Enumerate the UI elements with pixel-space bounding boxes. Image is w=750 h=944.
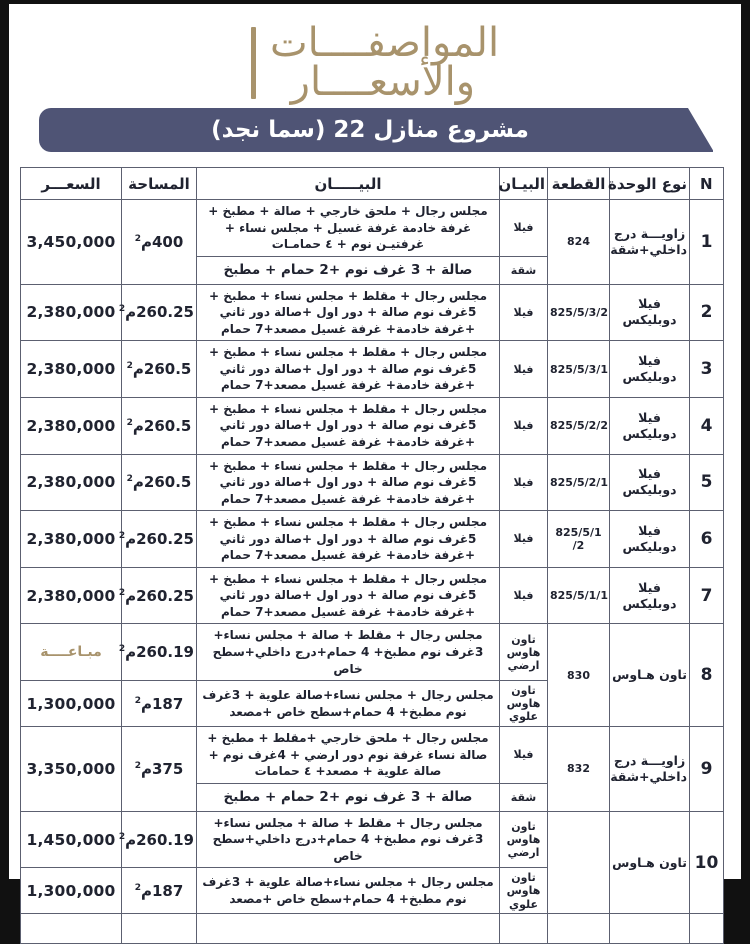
cell-sub-type: تاون هاوس ارضي bbox=[500, 624, 548, 681]
cell-area: 260.25م$^2$ bbox=[122, 567, 197, 624]
cell-price: 2,380,000 bbox=[21, 341, 122, 398]
cell-row-number: 4 bbox=[690, 397, 724, 454]
cell-description: مجلس رجال + ملحق خارجي + صالة + مطبخ + غرفة خادمة غرفة غسيل + مجلس نساء + غرفتيـن نوم + ٤ حمامـات bbox=[197, 200, 500, 257]
title-text-block bbox=[269, 20, 500, 105]
cell-price: 2,380,000 bbox=[21, 454, 122, 511]
cell-unit-type: فيلا دوبليكس bbox=[610, 567, 690, 624]
title-line-1: المواصفــــات bbox=[269, 20, 500, 67]
table-row bbox=[21, 284, 724, 341]
cell-sub-type: فيلا bbox=[500, 284, 548, 341]
cell-description: مجلس رجال + مقلط + صالة + مجلس نساء+ 3غرف نوم مطبخ+ 4 حمام+درج داخلي+سطح خاص bbox=[197, 811, 500, 868]
cell-sub-type: فيلا bbox=[500, 727, 548, 784]
cell-price: 2,380,000 bbox=[21, 397, 122, 454]
cell-row-number: 7 bbox=[690, 567, 724, 624]
spacer-cell bbox=[548, 914, 610, 944]
cell-unit-type: فيلا دوبليكس bbox=[610, 397, 690, 454]
cell-sub-type: فيلا bbox=[500, 567, 548, 624]
col-header-description: البيـــــان bbox=[197, 168, 500, 200]
table-row bbox=[21, 567, 724, 624]
cell-description: مجلس رجال + مقلط + مجلس نساء + مطبخ + 5غرف نوم صالة + دور اول +صالة دور ثاني +غرفة خادمة+ غرفة غسيل مصعد+7 حمام bbox=[197, 567, 500, 624]
table-row bbox=[21, 341, 724, 398]
cell-sub-type: شقة bbox=[500, 256, 548, 284]
col-header-sub-type: البيـان bbox=[500, 168, 548, 200]
col-header-price: السعـــر bbox=[21, 168, 122, 200]
cell-price: 3,450,000 bbox=[21, 200, 122, 285]
cell-price: 1,300,000 bbox=[21, 868, 122, 914]
cell-unit-type: تاون هـاوس bbox=[610, 624, 690, 727]
cell-price: 1,450,000 bbox=[21, 811, 122, 868]
cell-row-number: 3 bbox=[690, 341, 724, 398]
col-header-plot: القطعة bbox=[548, 168, 610, 200]
cell-plot-number: 825/5/1 /2 bbox=[548, 511, 610, 568]
cell-area: 260.25م$^2$ bbox=[122, 284, 197, 341]
spacer-cell bbox=[610, 914, 690, 944]
cell-sub-type: شقة bbox=[500, 783, 548, 811]
cell-description: مجلس رجال + مقلط + مجلس نساء + مطبخ + 5غرف نوم صالة + دور اول +صالة دور ثاني +غرفة خادمة+ غرفة غسيل مصعد+7 حمام bbox=[197, 284, 500, 341]
status-badge-sold: مبـاعــــة bbox=[21, 624, 122, 681]
cell-row-number: 5 bbox=[690, 454, 724, 511]
cell-area: 260.19م$^2$ bbox=[122, 624, 197, 681]
cell-price: 2,380,000 bbox=[21, 567, 122, 624]
spacer-cell bbox=[500, 914, 548, 944]
cell-description: مجلس رجال + ملحق خارجي +مقلط + مطبخ + صالة نساء غرفة نوم دور ارضي + 4غرف نوم + صالة علوية + مصعد+ ٤ حمامات bbox=[197, 727, 500, 784]
cell-sub-type: تاون هاوس ارضي bbox=[500, 811, 548, 868]
cell-plot-number: 825/5/1/1 bbox=[548, 567, 610, 624]
spacer-cell bbox=[122, 914, 197, 944]
table-body bbox=[21, 200, 724, 944]
cell-area: 400م$^2$ bbox=[122, 200, 197, 285]
cell-unit-type: فيلا دوبليكس bbox=[610, 284, 690, 341]
cell-plot-number: 825/5/3/2 bbox=[548, 284, 610, 341]
cell-description: صالة + 3 غرف نوم +2 حمام + مطبخ bbox=[197, 783, 500, 811]
table-row bbox=[21, 200, 724, 257]
page-title bbox=[9, 4, 741, 108]
cell-sub-type: فيلا bbox=[500, 341, 548, 398]
cell-unit-type: فيلا دوبليكس bbox=[610, 341, 690, 398]
cell-unit-type: فيلا دوبليكس bbox=[610, 511, 690, 568]
cell-sub-type: تاون هاوس علوي bbox=[500, 868, 548, 914]
cell-area: 187م$^2$ bbox=[122, 681, 197, 727]
spacer-cell bbox=[197, 914, 500, 944]
cell-area: 187م$^2$ bbox=[122, 868, 197, 914]
cell-sub-type: فيلا bbox=[500, 397, 548, 454]
cell-row-number: 10 bbox=[690, 811, 724, 914]
cell-area: 260.25م$^2$ bbox=[122, 511, 197, 568]
cell-sub-type: تاون هاوس علوي bbox=[500, 681, 548, 727]
cell-unit-type: زاويـــة درج داخلي+شقة bbox=[610, 200, 690, 285]
cell-unit-type: زاويـــة درج داخلي+شقة bbox=[610, 727, 690, 812]
cell-description: مجلس رجال + مقلط + مجلس نساء + مطبخ + 5غرف نوم صالة + دور اول +صالة دور ثاني +غرفة خادمة+ غرفة غسيل مصعد+7 حمام bbox=[197, 511, 500, 568]
cell-price: 3,350,000 bbox=[21, 727, 122, 812]
project-banner-zone bbox=[9, 108, 741, 152]
cell-area: 260.19م$^2$ bbox=[122, 811, 197, 868]
cell-row-number: 8 bbox=[690, 624, 724, 727]
cell-description: مجلس رجال + مقلط + صالة + مجلس نساء+ 3غرف نوم مطبخ+ 4 حمام+درج داخلي+سطح خاص bbox=[197, 624, 500, 681]
cell-price: 1,300,000 bbox=[21, 681, 122, 727]
cell-area: 260.5م$^2$ bbox=[122, 454, 197, 511]
cell-sub-type: فيلا bbox=[500, 200, 548, 257]
cell-description: مجلس رجال + مجلس نساء+صالة علوية + 3غرف نوم مطبخ+ 4 حمام+سطح خاص +مصعد bbox=[197, 868, 500, 914]
cell-plot-number: 825/5/3/1 bbox=[548, 341, 610, 398]
cell-plot-number: 825/5/2/2 bbox=[548, 397, 610, 454]
cell-price: 2,380,000 bbox=[21, 284, 122, 341]
table-spacer-row bbox=[21, 914, 724, 944]
spacer-cell bbox=[21, 914, 122, 944]
table-row bbox=[21, 811, 724, 868]
cell-row-number: 2 bbox=[690, 284, 724, 341]
spacer-cell bbox=[690, 914, 724, 944]
cell-sub-type: فيلا bbox=[500, 454, 548, 511]
cell-area: 375م$^2$ bbox=[122, 727, 197, 812]
table-row bbox=[21, 727, 724, 784]
cell-price: 2,380,000 bbox=[21, 511, 122, 568]
title-line-2: والأسعــــار bbox=[290, 59, 476, 105]
col-header-unit-type: نوع الوحدة bbox=[610, 168, 690, 200]
table-row bbox=[21, 624, 724, 681]
cell-row-number: 6 bbox=[690, 511, 724, 568]
cell-plot-number: 830 bbox=[548, 624, 610, 727]
cell-plot-number: 824 bbox=[548, 200, 610, 285]
table-row bbox=[21, 454, 724, 511]
cell-area: 260.5م$^2$ bbox=[122, 341, 197, 398]
cell-unit-type: فيلا دوبليكس bbox=[610, 454, 690, 511]
cell-area: 260.5م$^2$ bbox=[122, 397, 197, 454]
col-header-n: N bbox=[690, 168, 724, 200]
cell-plot-number: 832 bbox=[548, 727, 610, 812]
cell-description: مجلس رجال + مجلس نساء+صالة علوية + 3غرف نوم مطبخ+ 4 حمام+سطح خاص +مصعد bbox=[197, 681, 500, 727]
cell-plot-number: 825/5/2/1 bbox=[548, 454, 610, 511]
cell-description: مجلس رجال + مقلط + مجلس نساء + مطبخ + 5غرف نوم صالة + دور اول +صالة دور ثاني +غرفة خادمة+ غرفة غسيل مصعد+7 حمام bbox=[197, 397, 500, 454]
price-sheet-page bbox=[9, 4, 741, 911]
table-row bbox=[21, 397, 724, 454]
cell-row-number: 1 bbox=[690, 200, 724, 285]
table-row bbox=[21, 511, 724, 568]
cell-unit-type: تاون هـاوس bbox=[610, 811, 690, 914]
table-header-row bbox=[21, 168, 724, 200]
units-price-table bbox=[20, 167, 724, 944]
cell-sub-type: فيلا bbox=[500, 511, 548, 568]
cell-plot-number bbox=[548, 811, 610, 914]
cell-description: صالة + 3 غرف نوم +2 حمام + مطبخ bbox=[197, 256, 500, 284]
price-table-zone bbox=[9, 152, 741, 944]
cell-row-number: 9 bbox=[690, 727, 724, 812]
col-header-area: المساحة bbox=[122, 168, 197, 200]
title-accent-bar bbox=[251, 27, 256, 99]
cell-description: مجلس رجال + مقلط + مجلس نساء + مطبخ + 5غرف نوم صالة + دور اول +صالة دور ثاني +غرفة خادمة+ غرفة غسيل مصعد+7 حمام bbox=[197, 454, 500, 511]
cell-description: مجلس رجال + مقلط + مجلس نساء + مطبخ + 5غرف نوم صالة + دور اول +صالة دور ثاني +غرفة خادمة+ غرفة غسيل مصعد+7 حمام bbox=[197, 341, 500, 398]
project-banner-label: مشروع منازل 22 (سما نجد) bbox=[211, 117, 529, 143]
project-banner bbox=[39, 108, 713, 152]
